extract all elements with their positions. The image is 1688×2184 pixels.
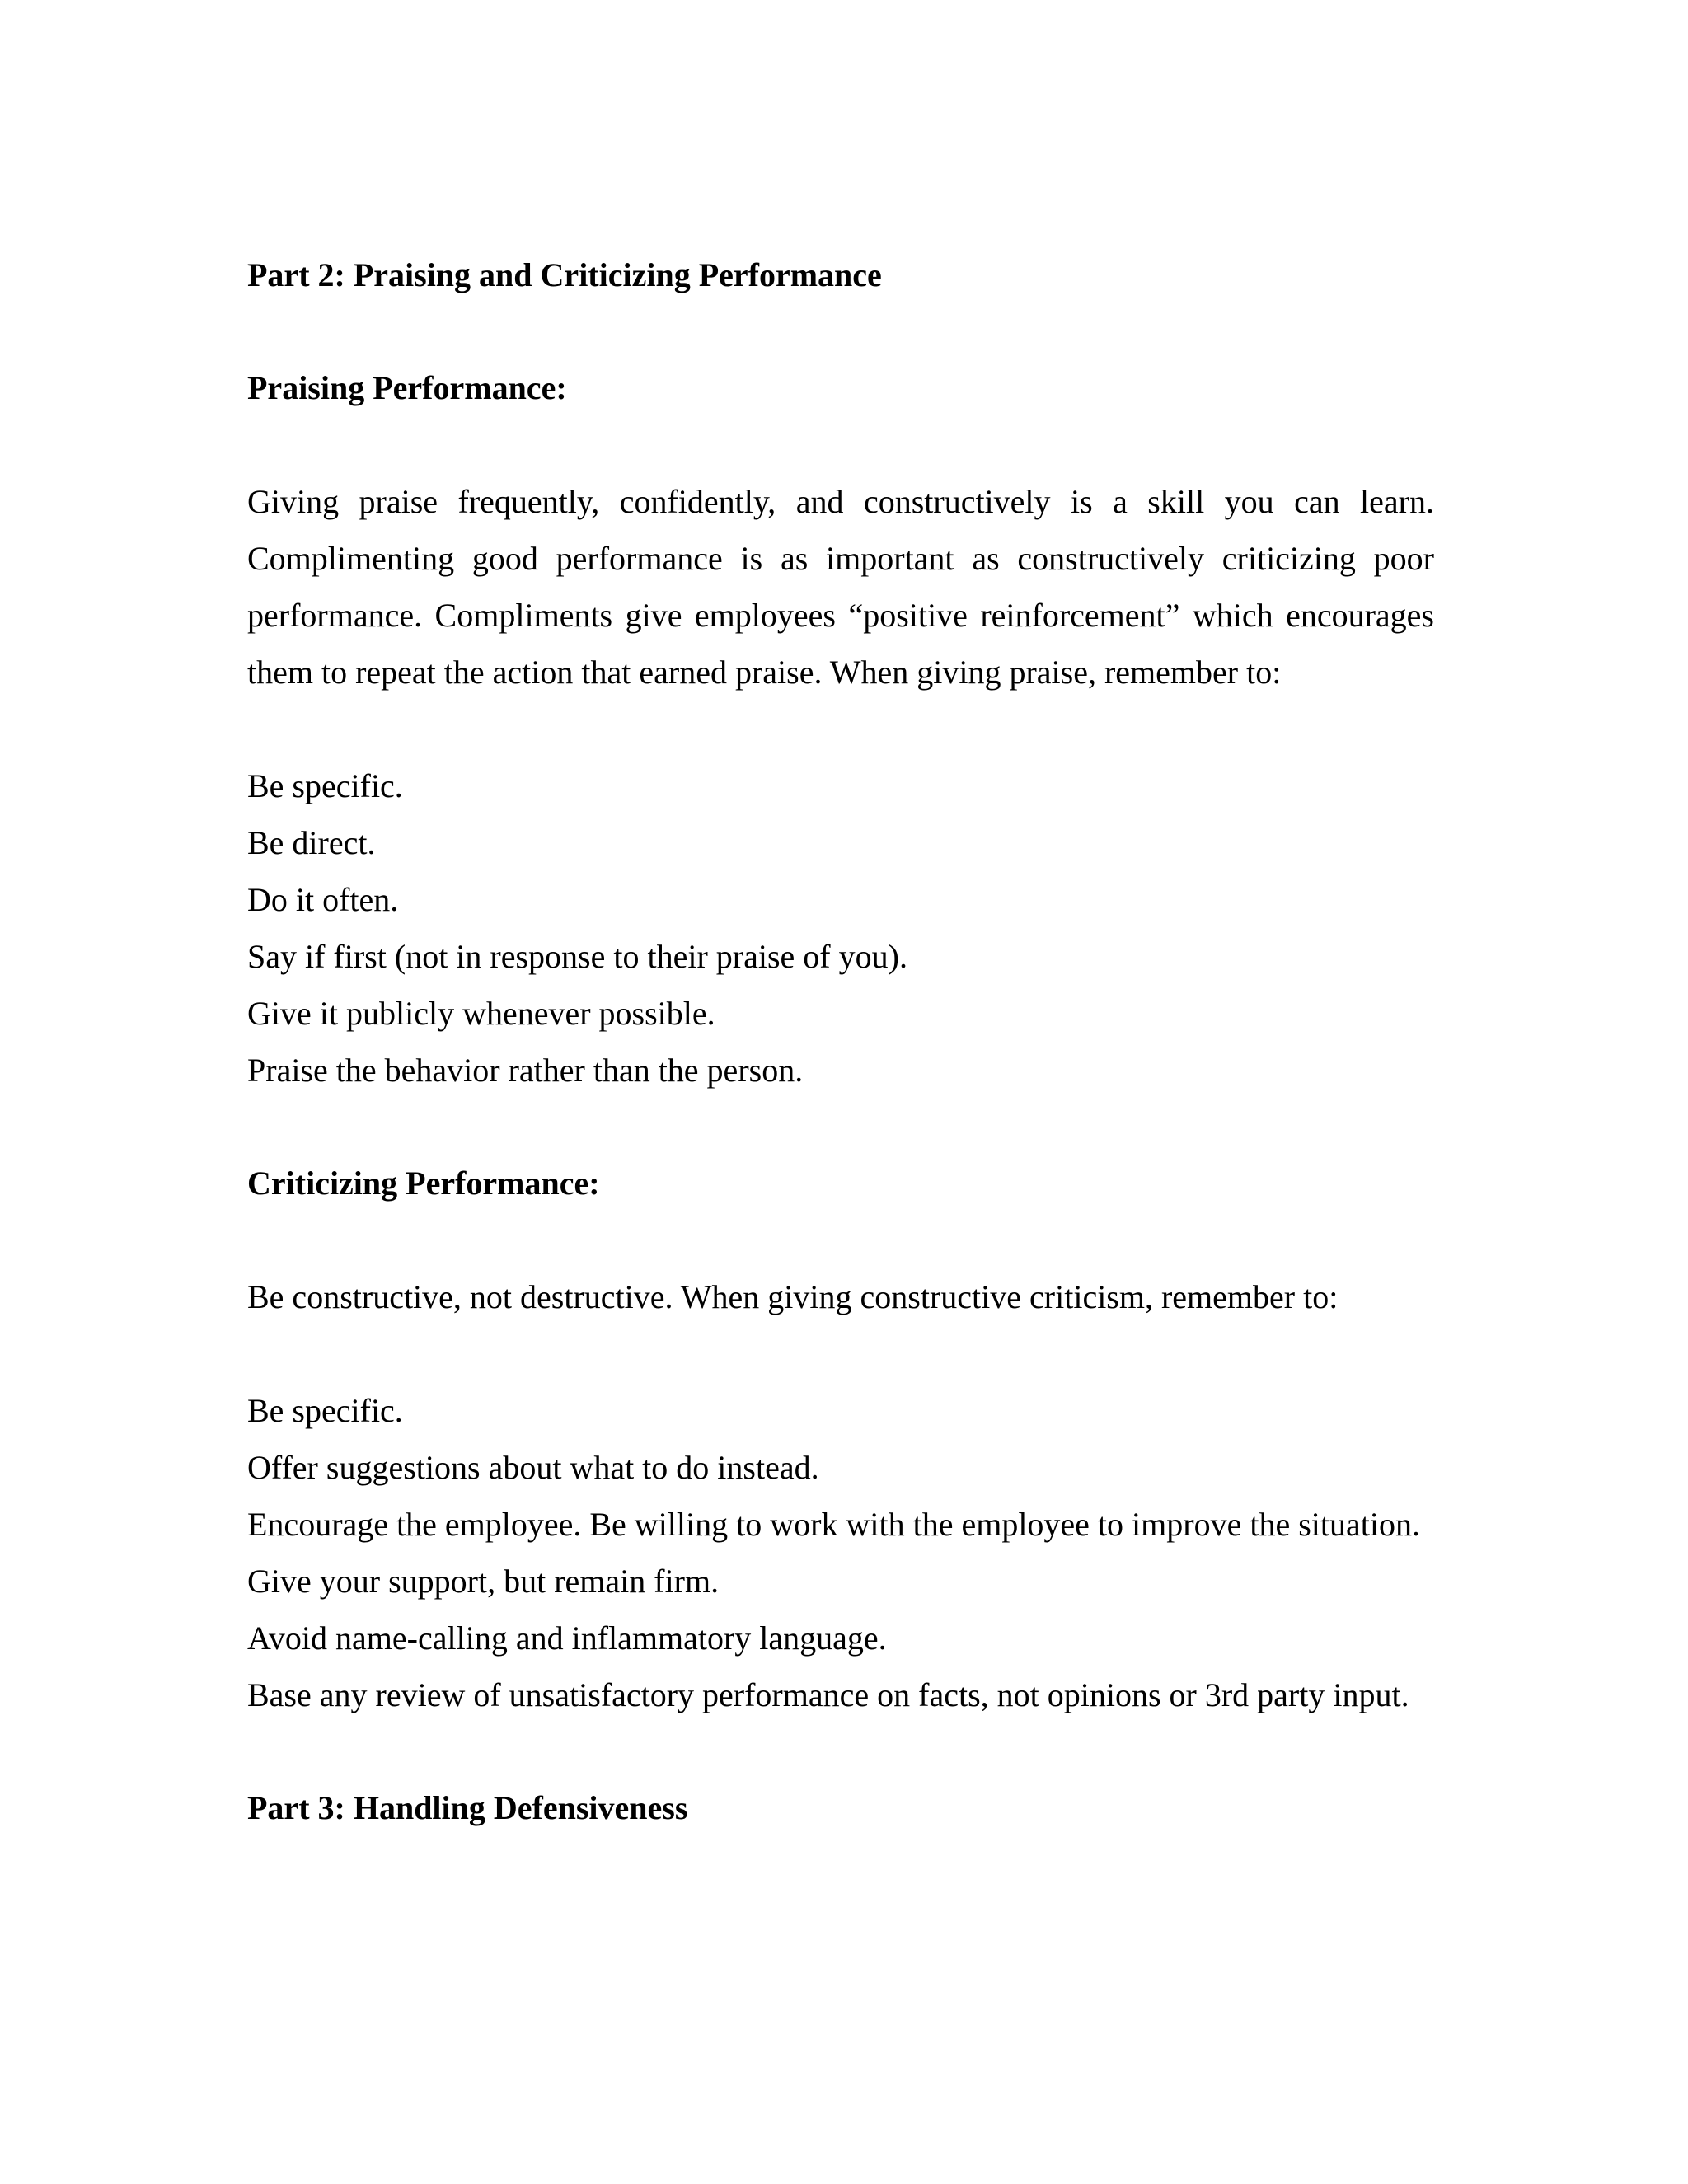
spacer — [247, 1325, 1434, 1382]
praising-heading: Praising Performance: — [247, 369, 567, 406]
list-item: Give your support, but remain firm. — [247, 1563, 720, 1600]
part3-title: Part 3: Handling Defensiveness — [247, 1789, 688, 1826]
list-item: Praise the behavior rather than the person. — [247, 1052, 804, 1089]
spacer — [247, 416, 1434, 473]
page-content — [247, 247, 1434, 1836]
spacer — [247, 1099, 1434, 1155]
list-item: Base any review of unsatisfactory performance on facts, not opinions or 3rd party input. — [247, 1676, 1409, 1713]
criticizing-intro: Be constructive, not destructive. When giving constructive criticism, remember to: — [247, 1278, 1339, 1315]
spacer — [247, 303, 1434, 360]
list-item: Be specific. — [247, 767, 403, 804]
list-item: Do it often. — [247, 881, 399, 918]
spacer — [247, 1723, 1434, 1780]
part2-title: Part 2: Praising and Criticizing Performance — [247, 256, 882, 293]
list-item: Offer suggestions about what to do instead. — [247, 1449, 819, 1486]
criticizing-list — [247, 1382, 1434, 1723]
list-item: Encourage the employee. Be willing to work with the employee to improve the situation. — [247, 1506, 1420, 1543]
list-item: Be specific. — [247, 1392, 403, 1429]
list-item: Give it publicly whenever possible. — [247, 995, 715, 1032]
list-item: Say if first (not in response to their praise of you). — [247, 938, 907, 975]
list-item: Avoid name-calling and inflammatory language. — [247, 1619, 887, 1657]
criticizing-heading: Criticizing Performance: — [247, 1165, 600, 1202]
praising-list — [247, 757, 1434, 1099]
list-item: Be direct. — [247, 824, 376, 861]
praising-paragraph: Giving praise frequently, confidently, and constructively is a skill you can learn. Complimenting good performance is as important as constructively criticizing poor performance. Compliments give employees “positive reinforcement” which encourages them to repeat the action that earned praise. When giving praise, remember to: — [247, 483, 1434, 691]
spacer — [247, 1212, 1434, 1268]
spacer — [247, 701, 1434, 757]
